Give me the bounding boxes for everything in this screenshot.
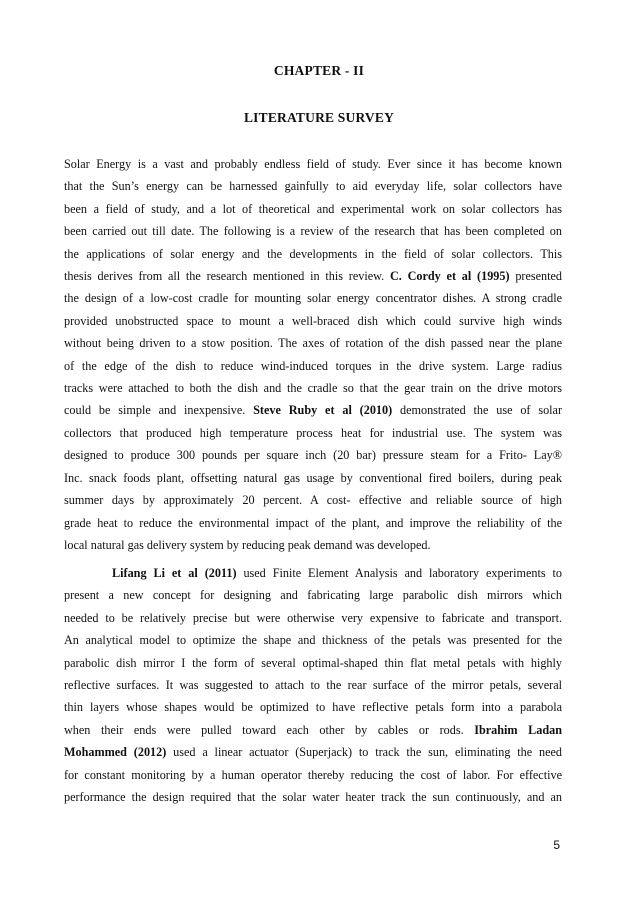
citation-cordy: C. Cordy et al (1995) (389, 269, 510, 284)
text-line: that the Sun’s energy can be harnessed gainfully to aid everyday life, solar collectors have (64, 179, 562, 194)
paragraph-intro (64, 153, 562, 556)
citation-mohammed: Mohammed (2012) (64, 745, 167, 760)
section-title: LITERATURE SURVEY (243, 110, 395, 125)
text-line: Inc. snack foods plant, offsetting natural gas usage by conventional fired boilers, during peak (64, 470, 562, 485)
text-line: reflective surfaces. It was suggested to attach to the rear surface of the mirror petals, several (64, 678, 562, 693)
chapter-heading: CHAPTER - II (273, 63, 365, 78)
text-line: Solar Energy is a vast and probably endless field of study. Ever since it has become known (64, 157, 562, 171)
text-run: thesis derives from all the research mentioned in this review. (64, 269, 385, 284)
text-line: grade heat to reduce the environmental impact of the plant, and improve the reliability of the (64, 515, 562, 530)
text-line (64, 399, 562, 421)
text-line (64, 562, 562, 584)
text-line: An analytical model to optimize the shape and thickness of the petals was presented for the (64, 633, 562, 648)
text-run: used Finite Element Analysis and laboratory experiments to (243, 566, 562, 580)
text-line: for constant monitoring by a human operator thereby reducing the cost of labor. For effective (64, 767, 562, 782)
text-line (64, 741, 562, 763)
text-line: summer days by approximately 20 percent. A cost- effective and reliable source of high (64, 493, 562, 508)
text-line: provided unobstructed space to mount a well-braced dish which could survive high winds (64, 313, 562, 328)
text-line: without being driven to a stow position. The axes of rotation of the dish passed near the plane (64, 336, 562, 351)
text-run: demonstrated the use of solar (400, 403, 563, 418)
text-run: used a linear actuator (Superjack) to track the sun, eliminating the need (173, 745, 563, 760)
page-number: 5 (553, 838, 560, 852)
text-line: present a new concept for designing and fabricating large parabolic dish mirrors which (64, 588, 562, 603)
text-line: been a field of study, and a lot of theoretical and experimental work on solar collectors has (64, 201, 562, 216)
text-line: needed to be relatively precise but were otherwise very expensive to fabricate and transport. (64, 610, 562, 625)
text-run: could be simple and inexpensive. (64, 403, 246, 418)
text-run: presented (515, 269, 563, 284)
text-line: parabolic dish mirror I the form of several optimal-shaped thin flat metal petals with highly (64, 655, 562, 670)
text-line: been carried out till date. The following is a review of the research that has been completed on (64, 224, 562, 239)
text-line: the applications of solar energy and the developments in the field of solar collectors. This (64, 246, 562, 261)
text-run: when their ends were pulled toward each other by cables or rods. (64, 722, 464, 737)
paragraph-second (64, 562, 562, 808)
text-line: collectors that produced high temperature process heat for industrial use. The system was (64, 425, 562, 440)
citation-ruby: Steve Ruby et al (2010) (253, 403, 393, 418)
text-line: thin layers whose shapes would be optimized to have reflective petals form into a parabola (64, 700, 562, 715)
text-line: performance the design required that the solar water heater track the sun continuously, and an (64, 790, 562, 805)
text-line: of the edge of the dish to reduce wind-induced torques in the drive system. Large radius (64, 358, 562, 373)
text-line (64, 265, 562, 287)
text-line: designed to produce 300 pounds per square inch (20 bar) pressure steam for a Frito- Lay® (64, 448, 562, 463)
text-line: the design of a low-cost cradle for mounting solar energy concentrator dishes. A strong cradle (64, 291, 562, 306)
text-line (64, 719, 562, 741)
text-line: tracks were attached to both the dish and the cradle so that the gear train on the drive motors (64, 381, 562, 396)
citation-ibrahim: Ibrahim Ladan (474, 722, 563, 737)
citation-li: Lifang Li et al (2011) (112, 566, 237, 580)
text-line: local natural gas delivery system by reducing peak demand was developed. (64, 537, 431, 552)
